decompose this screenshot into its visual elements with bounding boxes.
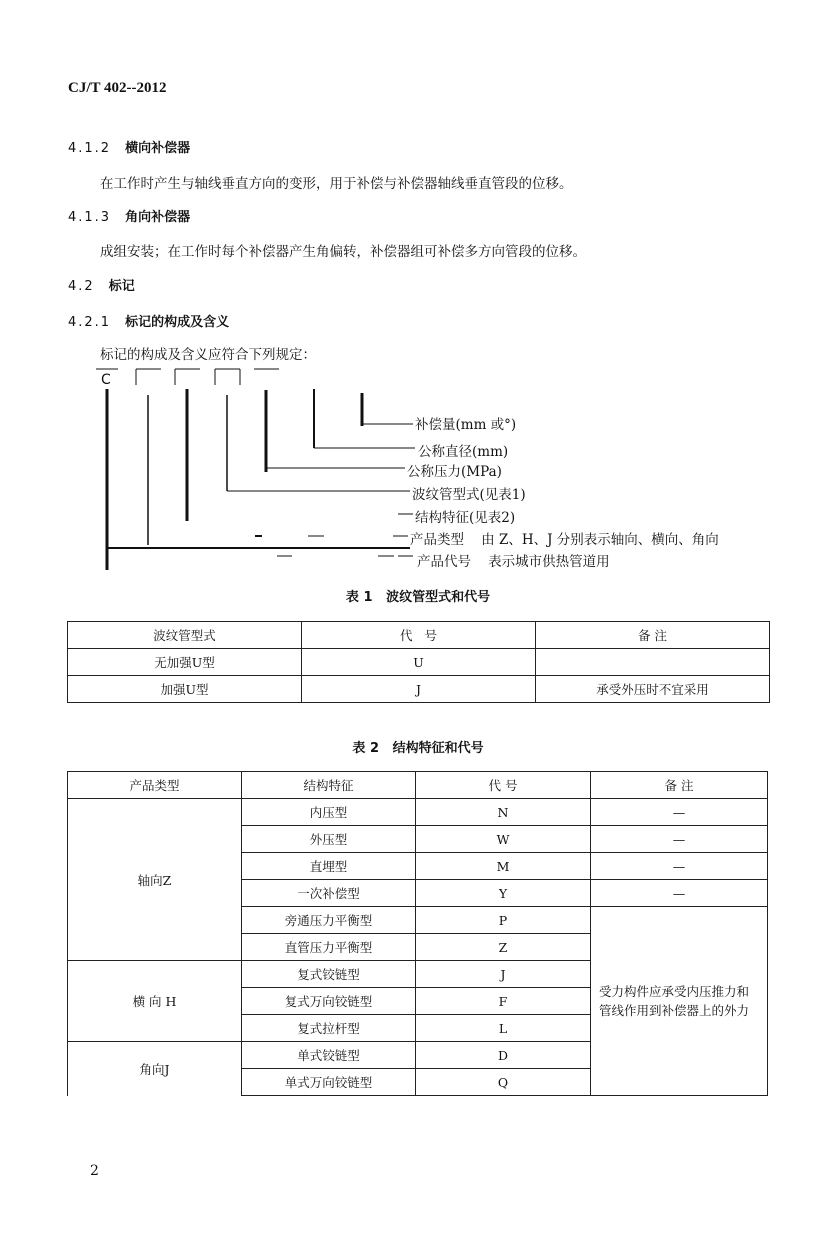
table-cell: 复式铰链型 xyxy=(242,961,416,988)
table-cell: N xyxy=(416,799,591,826)
table-cell: 旁通压力平衡型 xyxy=(242,907,416,934)
table-row xyxy=(68,676,770,703)
table-cell: 内压型 xyxy=(242,799,416,826)
table-header: 波纹管型式 xyxy=(68,622,302,649)
section-body-4-2-1: 标记的构成及含义应符合下列规定： xyxy=(100,347,316,363)
section-number: 4.1.2 xyxy=(68,141,112,156)
table-header: 备 注 xyxy=(591,772,768,799)
table-row xyxy=(68,649,770,676)
leader-lines xyxy=(107,389,415,570)
table-cell: J xyxy=(416,961,591,988)
table-cell: 承受外压时不宜采用 xyxy=(536,676,770,703)
table-cell: F xyxy=(416,988,591,1015)
diagram-label: 波纹管型式(见表1) xyxy=(412,487,526,503)
standard-number: CJ/T 402--2012 xyxy=(68,80,167,96)
table-cell: — xyxy=(591,799,768,826)
table-cell: 直埋型 xyxy=(242,853,416,880)
table-row xyxy=(68,799,768,826)
table-cell: Y xyxy=(416,880,591,907)
table-cell: — xyxy=(591,826,768,853)
table-cell: Z xyxy=(416,934,591,961)
section-title: 横向补偿器 xyxy=(125,141,191,156)
page-number: 2 xyxy=(90,1163,99,1179)
diagram-label: 产品代号 表示城市供热管道用 xyxy=(417,554,610,570)
diagram-prefix: C xyxy=(101,372,111,388)
table-header: 备 注 xyxy=(536,622,770,649)
table-cell: 外压型 xyxy=(242,826,416,853)
slot-overlines xyxy=(96,369,279,385)
table-header: 代 号 xyxy=(302,622,536,649)
table-cell: 单式铰链型 xyxy=(242,1042,416,1069)
marking-diagram xyxy=(0,0,816,600)
section-title: 角向补偿器 xyxy=(125,210,191,225)
product-type-cell: 角向J xyxy=(68,1042,242,1096)
section-body-4-1-2: 在工作时产生与轴线垂直方向的变形，用于补偿与补偿器轴线垂直管段的位移。 xyxy=(100,176,573,192)
product-type-cell: 横 向 H xyxy=(68,961,242,1042)
table-cell: M xyxy=(416,853,591,880)
table1-caption: 表 1 波纹管型式和代号 xyxy=(345,590,491,605)
table-cell: 加强U型 xyxy=(68,676,302,703)
diagram-label: 补偿量(mm 或°) xyxy=(415,417,517,433)
table2 xyxy=(67,771,768,1096)
section-number: 4.2.1 xyxy=(68,315,112,330)
table-cell: 一次补偿型 xyxy=(242,880,416,907)
table1 xyxy=(67,621,770,703)
table2-caption: 表 2 结构特征和代号 xyxy=(352,741,484,756)
table-cell: 直管压力平衡型 xyxy=(242,934,416,961)
table-cell: Q xyxy=(416,1069,591,1096)
table-cell: W xyxy=(416,826,591,853)
table-cell: — xyxy=(591,880,768,907)
diagram-label: 公称压力(MPa) xyxy=(407,464,502,480)
table-cell: U xyxy=(302,649,536,676)
table-cell: 无加强U型 xyxy=(68,649,302,676)
section-body-4-1-3: 成组安装；在工作时每个补偿器产生角偏转，补偿器组可补偿多方向管段的位移。 xyxy=(100,244,586,260)
table-cell: 复式万向铰链型 xyxy=(242,988,416,1015)
table-header: 代 号 xyxy=(416,772,591,799)
section-number: 4.1.3 xyxy=(68,210,112,225)
diagram-label: 产品类型 由 Z、H、J 分别表示轴向、横向、角向 xyxy=(410,532,719,548)
table-header: 产品类型 xyxy=(68,772,242,799)
table-header: 结构特征 xyxy=(242,772,416,799)
section-number: 4.2 xyxy=(68,279,95,294)
table-cell: — xyxy=(591,853,768,880)
section-title: 标记 xyxy=(108,279,135,294)
product-type-cell: 轴向Z xyxy=(68,799,242,961)
section-title: 标记的构成及含义 xyxy=(125,315,230,330)
table-cell: 单式万向铰链型 xyxy=(242,1069,416,1096)
table-cell: 复式拉杆型 xyxy=(242,1015,416,1042)
table-cell: P xyxy=(416,907,591,934)
table-cell: J xyxy=(302,676,536,703)
table-cell xyxy=(536,649,770,676)
table-cell: L xyxy=(416,1015,591,1042)
table-header-row xyxy=(68,622,770,649)
shared-note-cell: 受力构件应承受内压推力和管线作用到补偿器上的外力 xyxy=(591,907,768,1096)
table-header-row xyxy=(68,772,768,799)
table-cell: D xyxy=(416,1042,591,1069)
diagram-label: 结构特征(见表2) xyxy=(415,510,516,526)
diagram-label: 公称直径(mm) xyxy=(418,444,509,460)
